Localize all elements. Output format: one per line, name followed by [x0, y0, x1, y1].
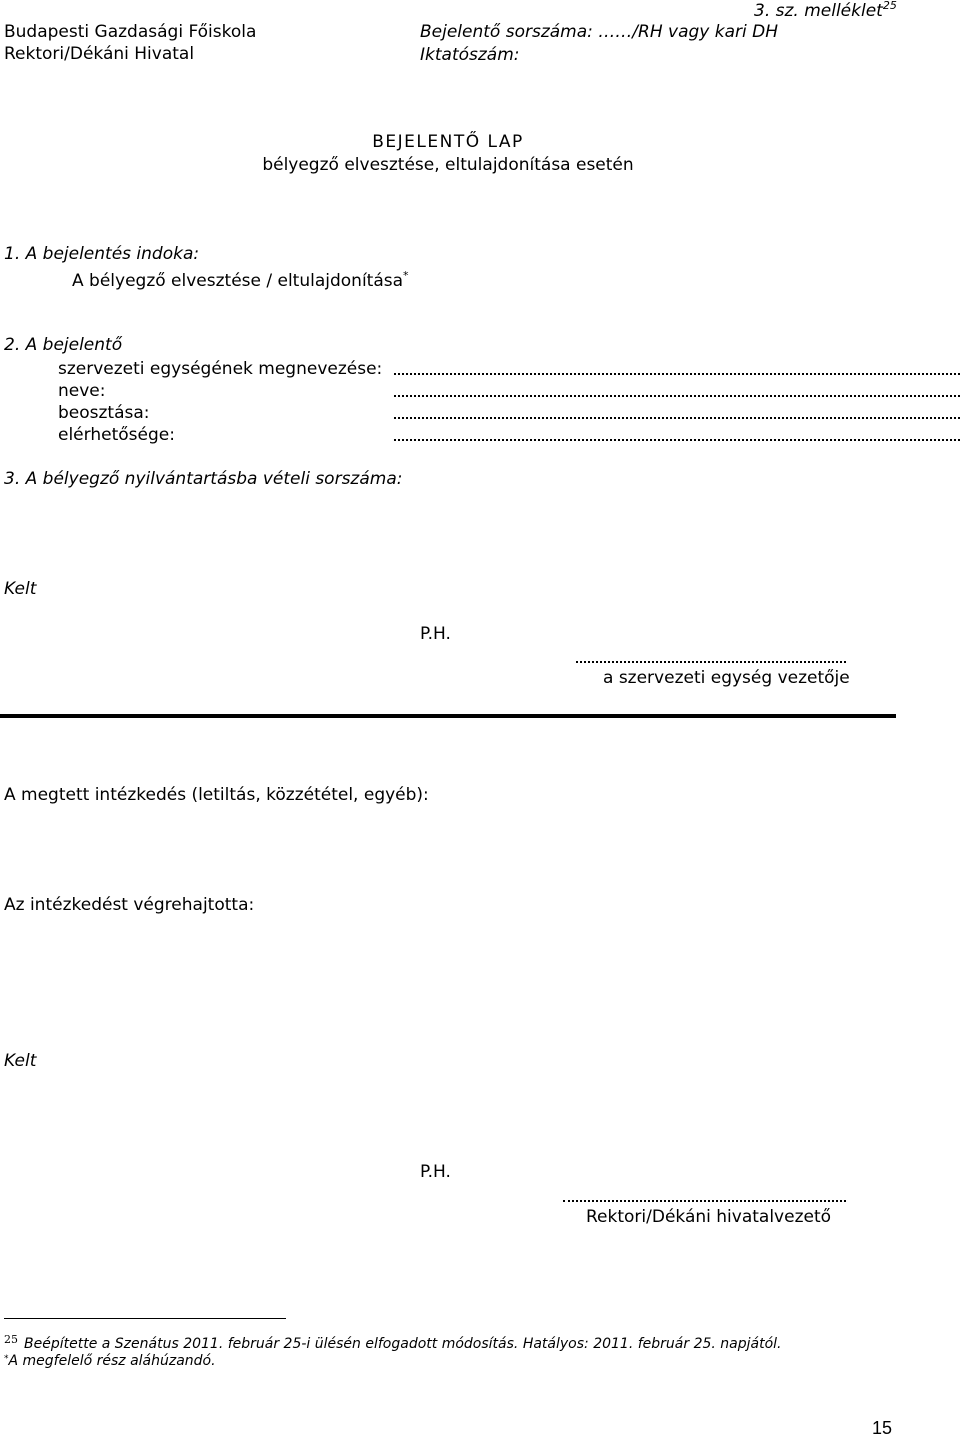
footnote-underline: *A megfelelő rész aláhúzandó.	[4, 1353, 216, 1369]
report-number-label: Bejelentő sorszáma: ……/RH vagy kari DH	[420, 22, 778, 42]
section2-heading: 2. A bejelentő	[4, 335, 123, 355]
signature-line-2[interactable]	[563, 1200, 846, 1202]
stamp-label-2: P.H.	[420, 1162, 451, 1182]
footnote-separator	[4, 1318, 286, 1319]
section3-heading: 3. A bélyegző nyilvántartásba vételi sorszáma:	[4, 469, 403, 489]
field-line-position[interactable]	[394, 417, 960, 419]
measures-label: A megtett intézkedés (letiltás, közzététel, egyéb):	[4, 785, 429, 805]
institution-name: Budapesti Gazdasági Főiskola	[4, 22, 257, 42]
form-subtitle: bélyegző elvesztése, eltulajdonítása esetén	[262, 155, 634, 175]
field-line-unit-name[interactable]	[394, 373, 960, 375]
date-label-1: Kelt	[4, 579, 37, 599]
field-line-contact[interactable]	[394, 439, 960, 441]
footnote-25-number: 25	[4, 1333, 18, 1346]
footnote-star-mark: *	[4, 1354, 9, 1364]
section-divider	[0, 714, 896, 718]
executed-by-label: Az intézkedést végrehajtotta:	[4, 895, 255, 915]
section1-text: A bélyegző elvesztése / eltulajdonítása*	[72, 269, 409, 291]
field-label-unit-name: szervezeti egységének megnevezése:	[58, 359, 383, 379]
stamp-label-1: P.H.	[420, 624, 451, 644]
signer-label-1: a szervezeti egység vezetője	[603, 668, 850, 688]
annex-label: 3. sz. melléklet$^{25}$	[754, 0, 897, 21]
signature-line-1[interactable]	[576, 661, 846, 663]
field-line-name[interactable]	[394, 395, 960, 397]
field-label-position: beosztása:	[58, 403, 150, 423]
signer-label-2: Rektori/Dékáni hivatalvezető	[586, 1207, 832, 1227]
page-number: 15	[872, 1418, 893, 1438]
footnote-25: $^{25}$ Beépítette a Szenátus 2011. február 25-i ülésén elfogadott módosítás. Hatályos: 2011. február 25. napjától.	[4, 1333, 782, 1352]
annex-footnote-ref: 25	[882, 0, 897, 12]
section1-heading: 1. A bejelentés indoka:	[4, 244, 200, 264]
office-name: Rektori/Dékáni Hivatal	[4, 44, 195, 64]
date-label-2: Kelt	[4, 1051, 37, 1071]
field-label-contact: elérhetősége:	[58, 425, 175, 445]
field-label-name: neve:	[58, 381, 106, 401]
underline-footnote-mark: *	[403, 269, 409, 282]
filing-number-label: Iktatószám:	[420, 45, 520, 65]
form-title: BEJELENTŐ LAP	[372, 132, 524, 152]
